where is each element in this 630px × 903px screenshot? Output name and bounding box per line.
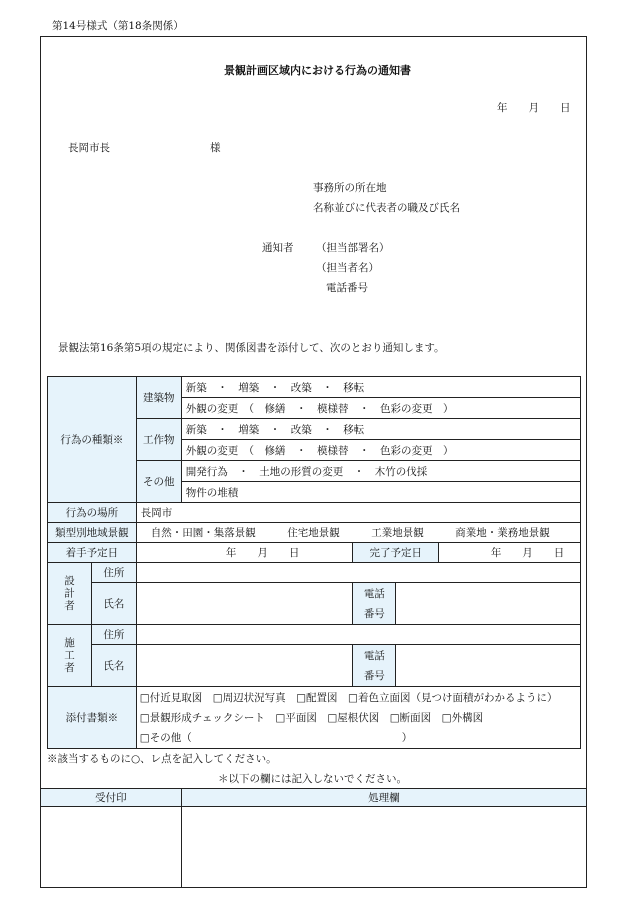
no-fill-note: ＊以下の欄には記入しないでください。 — [218, 773, 407, 785]
landscape-label: 類型別地域景観 — [48, 523, 137, 543]
builder-label: 施工者 — [62, 636, 75, 675]
builder-address-label: 住所 — [91, 625, 136, 645]
attach-line-1[interactable]: □付近見取図 □周辺状況写真 □配置図 □着色立面図（見つけ面積がわかるように） — [139, 691, 558, 704]
dept-label: （担当部署名） — [316, 242, 390, 254]
designer-address-field[interactable] — [136, 563, 580, 583]
other-options-2[interactable]: 物件の堆積 — [181, 482, 580, 503]
process-label: 処理欄 — [181, 789, 586, 807]
location-field[interactable]: 長岡市 — [136, 503, 580, 523]
attach-label: 添付書類※ — [48, 687, 137, 749]
notification-table — [47, 376, 581, 749]
office-use-table — [40, 788, 587, 888]
other-options-1[interactable]: 開発行為 ・ 土地の形質の変更 ・ 木竹の伐採 — [181, 461, 580, 482]
receipt-label: 受付印 — [41, 789, 182, 807]
fill-note: ※該当するものに○、レ点を記入してください。 — [47, 753, 277, 765]
builder-name-field[interactable] — [136, 645, 353, 687]
designer-tel-field[interactable] — [396, 583, 581, 625]
receipt-stamp-area — [41, 807, 182, 888]
designer-address-label: 住所 — [91, 563, 136, 583]
other-label: その他 — [136, 461, 181, 503]
form-number: 第14号様式（第18条関係） — [52, 20, 184, 32]
statement: 景観法第16条第5項の規定により、関係図書を添付して、次のとおり通知します。 — [58, 342, 445, 354]
designer-cell — [48, 563, 92, 625]
building-options-1[interactable]: 新築 ・ 増築 ・ 改築 ・ 移転 — [181, 377, 580, 398]
attach-line-3[interactable]: □その他（ ） — [139, 731, 413, 744]
person-label: （担当者名） — [316, 262, 379, 274]
designer-name-label: 氏名 — [91, 583, 136, 625]
structure-options-2[interactable]: 外観の変更 （ 修繕 ・ 模様替 ・ 色彩の変更 ） — [181, 440, 580, 461]
start-date-field[interactable]: 年 月 日 — [136, 543, 353, 563]
act-type-label: 行為の種類※ — [48, 377, 137, 503]
structure-label: 工作物 — [136, 419, 181, 461]
date-line: 年 月 日 — [497, 102, 571, 114]
attach-options[interactable] — [136, 687, 580, 749]
form-title: 景観計画区域内における行為の通知書 — [224, 64, 411, 77]
start-date-label: 着手予定日 — [48, 543, 137, 563]
phone-label: 電話番号 — [326, 282, 368, 294]
end-date-label: 完了予定日 — [353, 543, 439, 563]
builder-address-field[interactable] — [136, 625, 580, 645]
builder-cell — [48, 625, 92, 687]
designer-tel-label — [353, 583, 396, 625]
designer-tel-number-text: 番号 — [363, 607, 385, 620]
designer-tel-text: 電話 — [363, 587, 385, 600]
builder-name-label: 氏名 — [91, 645, 136, 687]
landscape-options[interactable]: 自然・田園・集落景観 住宅地景観 工業地景観 商業地・業務地景観 — [136, 523, 580, 543]
structure-options-1[interactable]: 新築 ・ 増築 ・ 改築 ・ 移転 — [181, 419, 580, 440]
builder-tel-text: 電話 — [363, 649, 385, 662]
building-label: 建築物 — [136, 377, 181, 419]
designer-label: 設計者 — [62, 574, 75, 613]
process-area — [181, 807, 586, 888]
attach-line-2[interactable]: □景観形成チェックシート □平面図 □屋根伏図 □断面図 □外構図 — [139, 711, 484, 724]
builder-tel-field[interactable] — [396, 645, 581, 687]
office-address-label: 事務所の所在地 — [313, 182, 387, 194]
end-date-field[interactable]: 年 月 日 — [439, 543, 581, 563]
location-label: 行為の場所 — [48, 503, 137, 523]
building-options-2[interactable]: 外観の変更 （ 修繕 ・ 模様替 ・ 色彩の変更 ） — [181, 398, 580, 419]
addressee: 長岡市長 — [68, 142, 110, 154]
honorific: 様 — [210, 142, 221, 154]
org-rep-label: 名称並びに代表者の職及び氏名 — [313, 202, 460, 214]
builder-tel-number-text: 番号 — [363, 669, 385, 682]
builder-tel-label — [353, 645, 396, 687]
notifier-label: 通知者 — [262, 242, 294, 254]
designer-name-field[interactable] — [136, 583, 353, 625]
